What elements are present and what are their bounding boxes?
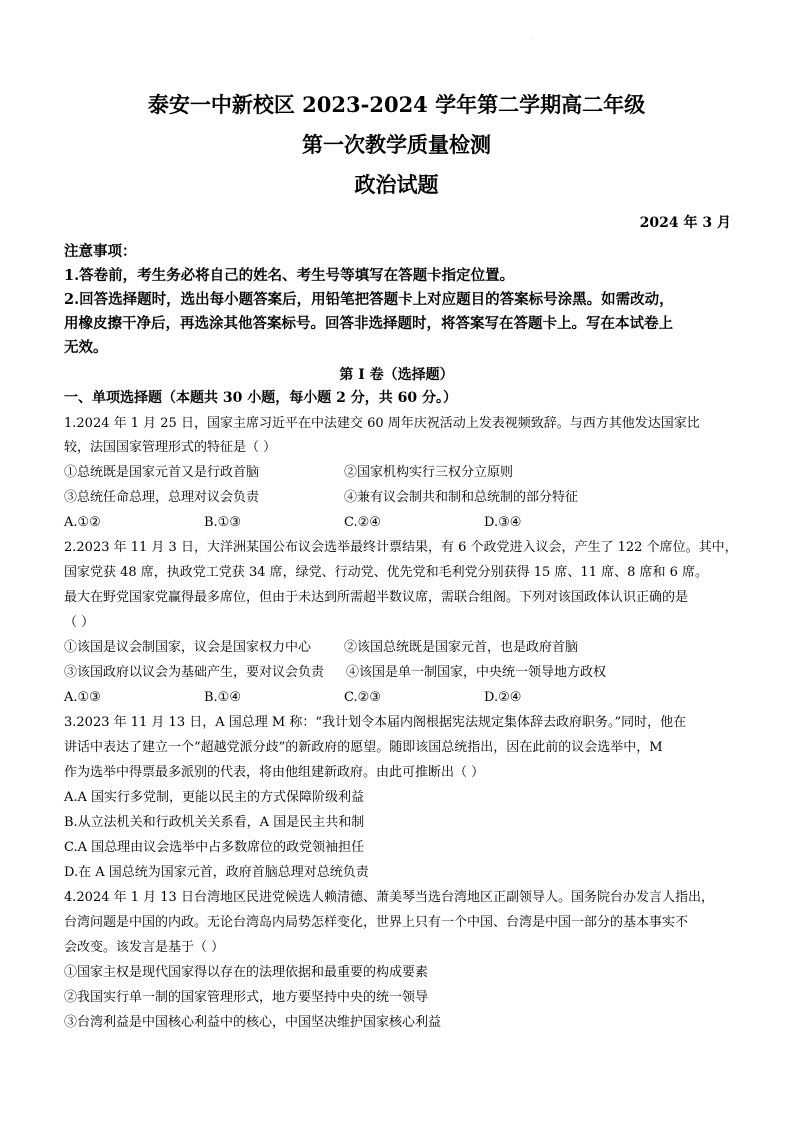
note-1: 1.答卷前，考生务必将自己的姓名、考生号等填写在答题卡指定位置。 [64, 267, 515, 284]
note-2-line-2: 用橡皮擦干净后，再选涂其他答案标号。回答非选择题时，将答案写在答题卡上。写在本试卷上 [64, 315, 673, 332]
q2-stem-line-3: 最大在野党国家党赢得最多席位，但由于未达到所需超半数议席，需联合组阁。下列对该国政体认识正确的是 [64, 590, 689, 605]
q1-statement-2: ②国家机构实行三权分立原则 [344, 465, 514, 480]
q2-statement-1: ①该国是议会制国家，议会是国家权力中心 [64, 640, 312, 655]
q2-statement-2: ②该国总统既是国家元首，也是政府首脑 [344, 640, 579, 655]
q2-statement-4: ④该国是单一制国家，中央统一领导地方政权 [346, 665, 607, 680]
exam-date: 2024 年 3 月 [639, 215, 731, 231]
q4-statement-3: ③台湾利益是中国核心利益中的核心，中国坚决维护国家核心利益 [64, 1015, 442, 1030]
q4-statement-1: ①国家主权是现代国家得以存在的法理依据和最重要的构成要素 [64, 965, 429, 980]
q1-statement-1: ①总统既是国家元首又是行政首脑 [64, 465, 260, 480]
q1-option-a: A.①② [64, 515, 101, 530]
scan-dot: · [530, 36, 532, 43]
q3-option-d: D.在 A 国总统为国家元首，政府首脑总理对总统负责 [64, 865, 369, 880]
exam-title-school: 泰安一中新校区 2023-2024 学年第二学期高二年级 [147, 92, 646, 117]
q2-option-b: B.①④ [204, 690, 241, 705]
q2-stem-line-1: 2.2023 年 11 月 3 日，大洋洲某国公布议会选举最终计票结果，有 6 个政党进入议会，产生了 122 个席位。其中， [64, 540, 738, 555]
q1-stem-line-2: 较，法国国家管理形式的特征是（ ） [64, 440, 277, 455]
q1-option-c: C.②④ [344, 515, 381, 530]
q2-option-a: A.①③ [64, 690, 101, 705]
q2-statement-3: ③该国政府以议会为基础产生，要对议会负责 [64, 665, 325, 680]
q2-stem-line-4: （ ） [64, 615, 95, 630]
q1-statement-3: ③总统任命总理，总理对议会负责 [64, 490, 260, 505]
q1-statement-4: ④兼有议会制共和制和总统制的部分特征 [344, 490, 579, 505]
exam-title-test: 第一次教学质量检测 [302, 132, 491, 157]
q3-option-b: B.从立法机关和行政机关关系看，A 国是民主共和制 [64, 815, 365, 830]
section-heading: 一、单项选择题（本题共 30 小题，每小题 2 分，共 60 分。） [64, 390, 457, 406]
q3-stem-line-2: 讲话中表达了建立一个“超越党派分歧”的新政府的愿望。随即该国总统指出，因在此前的议会选举中，M [64, 740, 663, 755]
q4-stem-line-1: 4.2024 年 1 月 13 日台湾地区民进党候选人赖清德、萧美琴当选台湾地区正副领导人。国务院台办发言人指出， [64, 890, 714, 905]
note-2-line-3: 无效。 [64, 339, 108, 356]
q4-stem-line-3: 会改变。该发言是基于（ ） [64, 940, 225, 955]
q1-option-b: B.①③ [204, 515, 241, 530]
exam-title-subject: 政治试题 [354, 172, 439, 197]
q2-option-c: C.②③ [344, 690, 381, 705]
notes-heading: 注意事项： [64, 243, 137, 260]
q3-stem-line-1: 3.2023 年 11 月 13 日，A 国总理 M 称：“我计划令本届内阁根据宪法规定集体辞去政府职务。”同时，他在 [64, 715, 687, 730]
q2-option-d: D.②④ [484, 690, 522, 705]
note-2-line-1: 2.回答选择题时，选出每小题答案后，用铅笔把答题卡上对应题目的答案标号涂黑。如需改动， [64, 291, 674, 308]
q4-statement-2: ②我国实行单一制的国家管理形式，地方要坚持中央的统一领导 [64, 990, 429, 1005]
q4-stem-line-2: 台湾问题是中国的内政。无论台湾岛内局势怎样变化，世界上只有一个中国、台湾是中国一部分的基本事实不 [64, 915, 689, 930]
q1-stem-line-1: 1.2024 年 1 月 25 日，国家主席习近平在中法建交 60 周年庆祝活动上发表视频致辞。与西方其他发达国家比 [64, 416, 700, 431]
q2-stem-line-2: 国家党获 48 席，执政党工党获 34 席，绿党、行动党、优先党和毛利党分别获得 15 席、11 席、8 席和 6 席。 [64, 565, 709, 580]
q3-option-c: C.A 国总理由议会选举中占多数席位的政党领袖担任 [64, 840, 365, 855]
q1-option-d: D.③④ [484, 515, 522, 530]
q3-option-a: A.A 国实行多党制，更能以民主的方式保障阶级利益 [64, 790, 365, 805]
part-title: 第 I 卷（选择题） [339, 367, 454, 383]
q3-stem-line-3: 作为选举中得票最多派别的代表，将由他组建新政府。由此可推断出（ ） [64, 765, 485, 780]
